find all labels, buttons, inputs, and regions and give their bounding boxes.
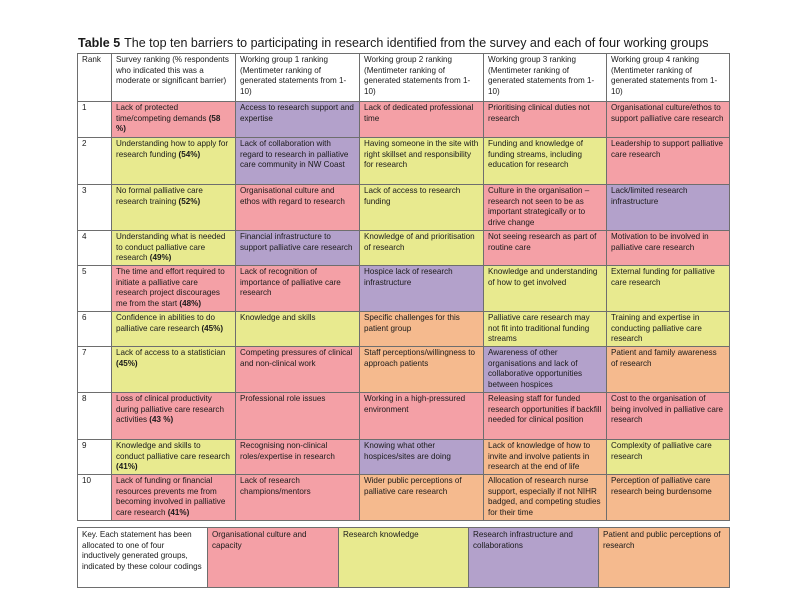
- survey-cell: [112, 266, 236, 312]
- working-group-4-cell: External funding for palliative care research: [607, 266, 730, 312]
- working-group-4-cell: Perception of palliative care research being burdensome: [607, 475, 730, 521]
- survey-cell: [112, 475, 236, 521]
- working-group-2-cell: Lack of access to research funding: [360, 185, 484, 231]
- working-group-2-cell: Wider public perceptions of palliative care research: [360, 475, 484, 521]
- survey-percentage: (49%): [149, 253, 172, 263]
- table-row: [78, 440, 730, 475]
- header-group-2: Working group 2 ranking (Mentimeter ranking of generated statements from 1-10): [360, 54, 484, 102]
- table-row: [78, 347, 730, 393]
- survey-barrier-text: Lack of access to a statistician: [116, 348, 226, 357]
- key-row: [78, 528, 730, 588]
- working-group-4-cell: Lack/limited research infrastructure: [607, 185, 730, 231]
- table-row: [78, 266, 730, 312]
- rank-cell: 7: [78, 347, 112, 393]
- header-survey: Survey ranking (% respondents who indicated this was a moderate or significant barrier): [112, 54, 236, 102]
- key-research-infrastructure: Research infrastructure and collaborations: [469, 528, 599, 588]
- survey-barrier-text: Loss of clinical productivity during palliative care research activities: [116, 394, 224, 425]
- table-label: Table 5: [78, 36, 121, 50]
- working-group-3-cell: Prioritising clinical duties not research: [484, 102, 607, 138]
- survey-percentage: (43 %): [149, 415, 174, 425]
- rank-cell: 5: [78, 266, 112, 312]
- working-group-3-cell: Lack of knowledge of how to invite and involve patients in research at the end of life: [484, 440, 607, 475]
- header-group-1: Working group 1 ranking (Mentimeter ranking of generated statements from 1-10): [236, 54, 360, 102]
- working-group-1-cell: Lack of recognition of importance of palliative care research: [236, 266, 360, 312]
- working-group-4-cell: Leadership to support palliative care research: [607, 138, 730, 185]
- key-organisational-culture: Organisational culture and capacity: [208, 528, 339, 588]
- working-group-2-cell: Hospice lack of research infrastructure: [360, 266, 484, 312]
- survey-barrier-text: Confidence in abilities to do palliative care research: [116, 313, 215, 333]
- header-rank: Rank: [78, 54, 112, 102]
- survey-cell: [112, 393, 236, 440]
- working-group-1-cell: Recognising non-clinical roles/expertise in research: [236, 440, 360, 475]
- survey-barrier-text: Understanding how to apply for research funding: [116, 139, 229, 159]
- key-description: Key. Each statement has been allocated to one of four inductively generated groups, indicated by these colour codings: [78, 528, 208, 588]
- working-group-4-cell: Motivation to be involved in palliative care research: [607, 231, 730, 266]
- survey-barrier-text: No formal palliative care research training: [116, 186, 203, 206]
- working-group-3-cell: Not seeing research as part of routine care: [484, 231, 607, 266]
- working-group-3-cell: Culture in the organisation – research not seen to be as important strategically or to drive change: [484, 185, 607, 231]
- header-row: [78, 54, 730, 102]
- rank-cell: 3: [78, 185, 112, 231]
- working-group-2-cell: Having someone in the site with right skillset and responsibility for research: [360, 138, 484, 185]
- working-group-1-cell: Competing pressures of clinical and non-clinical work: [236, 347, 360, 393]
- rank-cell: 10: [78, 475, 112, 521]
- working-group-4-cell: Training and expertise in conducting palliative care research: [607, 312, 730, 347]
- survey-cell: [112, 347, 236, 393]
- key-research-knowledge: Research knowledge: [339, 528, 469, 588]
- survey-barrier-text: Knowledge and skills to conduct palliative care research: [116, 441, 230, 461]
- survey-cell: [112, 102, 236, 138]
- working-group-4-cell: Cost to the organisation of being involved in palliative care research: [607, 393, 730, 440]
- survey-percentage: (41%): [167, 507, 190, 517]
- colour-key: [77, 527, 730, 588]
- table-row: [78, 393, 730, 440]
- working-group-2-cell: Knowing what other hospices/sites are doing: [360, 440, 484, 475]
- survey-percentage: (54%): [178, 149, 201, 159]
- key-public-perceptions: Patient and public perceptions of research: [599, 528, 730, 588]
- survey-percentage: (45%): [201, 323, 224, 333]
- rank-cell: 1: [78, 102, 112, 138]
- working-group-1-cell: Lack of collaboration with regard to research in palliative care community in NW Coast: [236, 138, 360, 185]
- table-row: [78, 475, 730, 521]
- rank-cell: 4: [78, 231, 112, 266]
- table-row: [78, 185, 730, 231]
- survey-barrier-text: Lack of protected time/competing demands: [116, 103, 209, 123]
- working-group-1-cell: Access to research support and expertise: [236, 102, 360, 138]
- working-group-4-cell: Organisational culture/ethos to support palliative care research: [607, 102, 730, 138]
- survey-cell: [112, 440, 236, 475]
- header-group-3: Working group 3 ranking (Mentimeter ranking of generated statements from 1-10): [484, 54, 607, 102]
- header-group-4: Working group 4 ranking (Mentimeter ranking of generated statements from 1-10): [607, 54, 730, 102]
- table-title: The top ten barriers to participating in research identified from the survey and each of four working groups: [124, 36, 709, 50]
- working-group-3-cell: Knowledge and understanding of how to get involved: [484, 266, 607, 312]
- survey-percentage: (45%): [116, 358, 138, 368]
- table-row: [78, 138, 730, 185]
- working-group-1-cell: Professional role issues: [236, 393, 360, 440]
- survey-cell: [112, 231, 236, 266]
- survey-cell: [112, 312, 236, 347]
- working-group-1-cell: Financial infrastructure to support palliative care research: [236, 231, 360, 266]
- working-group-2-cell: Specific challenges for this patient group: [360, 312, 484, 347]
- working-group-3-cell: Releasing staff for funded research opportunities if backfill needed for clinical position: [484, 393, 607, 440]
- rank-cell: 6: [78, 312, 112, 347]
- barriers-table: [77, 53, 730, 521]
- survey-cell: [112, 185, 236, 231]
- working-group-4-cell: Patient and family awareness of research: [607, 347, 730, 393]
- working-group-2-cell: Working in a high-pressured environment: [360, 393, 484, 440]
- survey-cell: [112, 138, 236, 185]
- survey-percentage: (58 %): [116, 113, 221, 134]
- table-body: [78, 102, 730, 521]
- survey-barrier-text: Lack of funding or financial resources prevents me from becoming involved in palliative care research: [116, 476, 226, 517]
- working-group-2-cell: Knowledge of and prioritisation of research: [360, 231, 484, 266]
- working-group-3-cell: Palliative care research may not fit into traditional funding streams: [484, 312, 607, 347]
- survey-barrier-text: The time and effort required to initiate a palliative care research project discourages me from the start: [116, 267, 225, 308]
- working-group-1-cell: Lack of research champions/mentors: [236, 475, 360, 521]
- working-group-2-cell: Lack of dedicated professional time: [360, 102, 484, 138]
- survey-barrier-text: Understanding what is needed to conduct palliative care research: [116, 232, 226, 263]
- working-group-3-cell: Awareness of other organisations and lack of collaborative opportunities between hospices: [484, 347, 607, 393]
- table-row: [78, 231, 730, 266]
- table-caption: [78, 36, 709, 50]
- working-group-2-cell: Staff perceptions/willingness to approach patients: [360, 347, 484, 393]
- working-group-1-cell: Organisational culture and ethos with regard to research: [236, 185, 360, 231]
- rank-cell: 9: [78, 440, 112, 475]
- survey-percentage: (52%): [178, 196, 201, 206]
- working-group-4-cell: Complexity of palliative care research: [607, 440, 730, 475]
- table-row: [78, 102, 730, 138]
- table-row: [78, 312, 730, 347]
- survey-percentage: (48%): [179, 298, 202, 308]
- rank-cell: 2: [78, 138, 112, 185]
- rank-cell: 8: [78, 393, 112, 440]
- working-group-3-cell: Funding and knowledge of funding streams, including education for research: [484, 138, 607, 185]
- survey-percentage: (41%): [116, 462, 138, 472]
- working-group-1-cell: Knowledge and skills: [236, 312, 360, 347]
- working-group-3-cell: Allocation of research nurse support, especially if not NIHR badged, and competing studies for their time: [484, 475, 607, 521]
